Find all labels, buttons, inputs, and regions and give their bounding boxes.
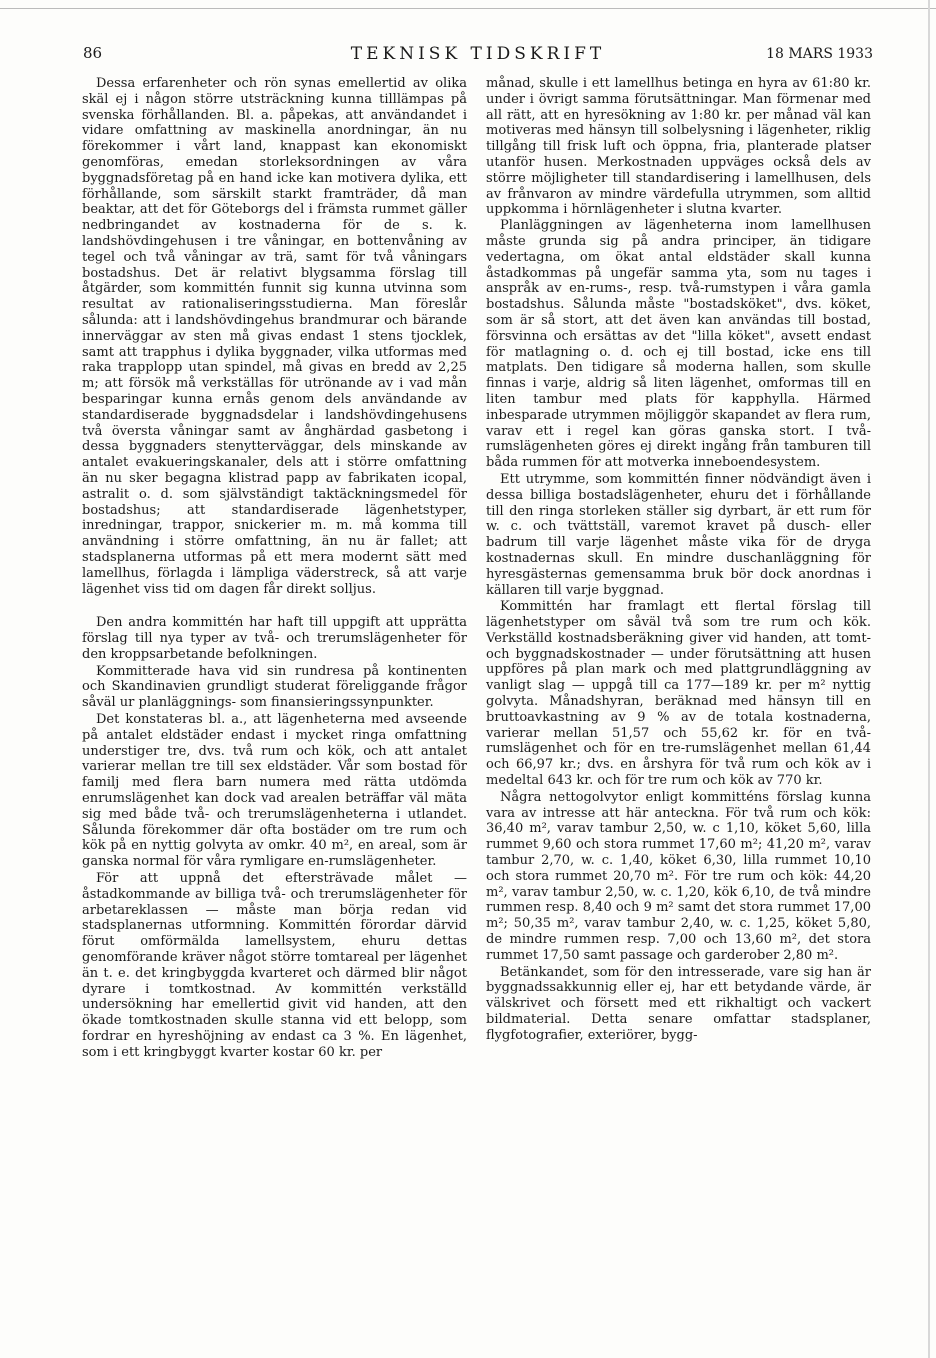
paragraph: Ett utrymme, som kommittén finner nödvändigt även i dessa billiga bostadslägenheter, ehuru det i förhållande till den ringa storleken ställer sig dyrbart, är ett rum för w. c. och tvättställ, varemot kravet på dusch- eller badrum till varje lägenhet måste vika för de dryga kostnadernas skull. En mindre duschanläggning för hyresgästernas gemensamma bruk bör dock anordnas i källaren till varje byggnad.: [486, 471, 871, 598]
page-number: 86: [83, 44, 103, 62]
page-header: [83, 42, 873, 68]
issue-date: 18 MARS 1933: [766, 46, 873, 62]
paragraph: Några nettogolvytor enligt kommitténs förslag kunna vara av intresse att här anteckna. För två rum och kök: 36,40 m², varav tambur 2,50, w. c 1,10, köket 5,60, lilla rummet 9,60 och stora rummet 17,60 m²; 41,20 m², varav tambur 2,70, w. c. 1,40, köket 6,30, lilla rummet 10,10 och stora rummet 20,70 m². För tre rum och kök: 44,20 m², varav tambur 2,50, w. c. 1,20, kök 6,10, de två mindre rummen resp. 8,40 och 9 m² samt det stora rummet 17,00 m²; 50,35 m², varav tambur 2,40, w. c. 1,25, köket 5,80, de mindre rummen resp. 7,00 och 13,60 m², det stora rummet 17,50 samt passage och garderober 2,80 m².: [486, 789, 871, 963]
paragraph: Kommitterade hava vid sin rundresa på kontinenten och Skandinavien grundligt studerat föreliggande frågor såväl ur planläggnings- som finansieringssynpunkter.: [82, 663, 467, 711]
paragraph: För att uppnå det eftersträvade målet — åstadkommande av billiga två- och trerumslägenheter för arbetareklassen — måste man börja redan vid stadsplanernas utformning. Kommittén förordar därvid förut omförmälda lamellsystem, ehuru dettas genomförande kräver något större tomtareal per lägenhet än t. e. det kringbyggda kvarteret och därmed blir något dyrare i tomtkostnad. Av kommittén verkställd undersökning har emellertid givit vid handen, att den ökade tomtkostnaden skulle stanna vid ett belopp, som fordrar en hyreshöjning av endast ca 3 %. En lägenhet, som i ett kringbyggt kvarter kostar 60 kr. per: [82, 871, 467, 1060]
paragraph: Betänkandet, som för den intresserade, vare sig han är byggnadssakkunnig eller ej, har ett betydande värde, är välskrivet och försett med ett rikhaltigt och vackert bildmaterial. Detta senare omfattar stadsplaner, flygfotografier, exteriörer, bygg-: [486, 964, 871, 1043]
left-column: [82, 76, 467, 1061]
paragraph: Den andra kommittén har haft till uppgift att upprätta förslag till nya typer av två- och trerumslägenheter för den kroppsarbetande befolkningen.: [82, 615, 467, 662]
scan-edge: [928, 0, 930, 1358]
right-column: [486, 76, 871, 1044]
top-rule: [0, 8, 936, 9]
paragraph: Planläggningen av lägenheterna inom lamellhusen måste grunda sig på andra principer, än tidigare vedertagna, om ökat antal eldstäder skall kunna åstadkommas på ungefär samma yta, som nu tages i anspråk av en-rums-, resp. två-rumstypen i våra gamla bostadshus. Sålunda måste "bostadsköket", dvs. köket, som är så stort, att det även kan användas till bostad, försvinna och ersättas av det "lilla köket", avsett endast för matlagning o. d. och ej till bostad, icke ens till matplats. Den tidigare så moderna hallen, som skulle finnas i varje, aldrig så liten lägenhet, omformas till en liten tambur med plats för kapphylla. Härmed inbesparade utrymmen möjliggör skapandet av flera rum, varav ett i regel kan göras ganska stort. I två-rumslägenheten göres ej direkt ingång från tamburen till båda rummen för att motverka inneboendesystem.: [486, 218, 871, 471]
paragraph: månad, skulle i ett lamellhus betinga en hyra av 61:80 kr. under i övrigt samma förutsättningar. Man förmenar med all rätt, att en hyresökning av 1:80 kr. per månad väl kan motiveras med hänsyn till solbelysning i lägenheter, riklig tillgång till frisk luft och öppna, fria, planterade platser utanför husen. Merkostnaden uppväges också dels av större möjligheter till standardisering i lamellhusen, dels av frånvaron av mindre värdefulla utrymmen, som alltid uppkomma i hörnlägenheter i slutna kvarter.: [486, 76, 871, 218]
paragraph: Det konstateras bl. a., att lägenheterna med avseende på antalet eldstäder endast i mycket ringa omfattning understiger tre, dvs. två rum och kök, och att antalet varierar mellan tre till sex eldstäder. Vår som bostad för familj med flera barn numera med rätta utdömda enrumslägenhet kan dock vad arealen beträffar väl mäta sig med både två- och trerumslägenheterna i utlandet. Sålunda förekommer där ofta bostäder om tre rum och kök på en nyttig golvyta av omkr. 40 m², en areal, som är ganska normal för våra rymligare en-rumslägenheter.: [82, 712, 467, 870]
journal-title: TEKNISK TIDSKRIFT: [350, 44, 606, 64]
paragraph: Kommittén har framlagt ett flertal förslag till lägenhetstyper om såväl två som tre rum och kök. Verkställd kostnadsberäkning giver vid handen, att tomt- och byggnadskostnader — under förutsättning att husen uppföres på plan mark och med plattgrundläggning av vanligt slag — uppgå till ca 177—189 kr. per m² nyttig golvyta. Månadshyran, beräknad med hänsyn till en bruttoavkastning av 9 % av de totala kostnaderna, varierar mellan 51,57 och 55,62 kr. för en två-rumslägenhet och för en tre-rumslägenhet mellan 61,44 och 66,97 kr.; dvs. en årshyra för två rum och kök av i medeltal 643 kr. och för tre rum och kök av 770 kr.: [486, 599, 871, 789]
paragraph: Dessa erfarenheter och rön synas emellertid av olika skäl ej i någon större utsträckning kunna tilllämpas på svenska förhållanden. Bl. a. påpekas, att användandet i vidare omfattning av maskinella anordningar, än nu förekommer i vårt land, knappast kan ekonomiskt genomföras, emedan storleksordningen av våra byggnadsföretag på en hand icke kan motivera dylika, ett förhållande, som särskilt starkt framträder, då man beaktar, att det för Göteborgs del i främsta rummet gäller nedbringandet av kostnaderna för de s. k. landshövdingehusen i tre våningar, en bottenvåning av tegel och två våningar av trä, samt för två våningars bostadshus. Det är relativt blygsamma förslag till åtgärder, som kommittén funnit sig kunna utvinna som resultat av rationaliseringsstudierna. Man föreslår sålunda: att i landshövdingehus brandmurar och bärande innerväggar av sten må givas endast 1 stens tjocklek, samt att trapphus i dylika byggnader, vilka utformas med raka trapplopp utan spindel, må givas en bredd av 2,25 m; att försök må verkställas för utrönande av i vad mån besparingar kunna ernås genom dels användande av standardiserade byggnadsdelar i landshövdingehusens två översta våningar samt av ånghärdad gasbetong i dessa byggnaders stenytterväggar, dels minskande av antalet evakueringskanaler, dels att i större omfattning än nu sker begagna klistrad papp av fabrikaten icopal, astralit o. d. som självständigt taktäckningsmedel för bostadshus; att standardiserade lägenhetstyper, inredningar, trappor, snickerier m. m. må komma till användning i större omfattning, än nu är fallet; att stadsplanerna utformas på ett mera modernt sätt med lamellhus, förlagda i lämpliga väderstreck, så att varje lägenhet viss tid om dagen får direkt solljus.: [82, 76, 467, 597]
